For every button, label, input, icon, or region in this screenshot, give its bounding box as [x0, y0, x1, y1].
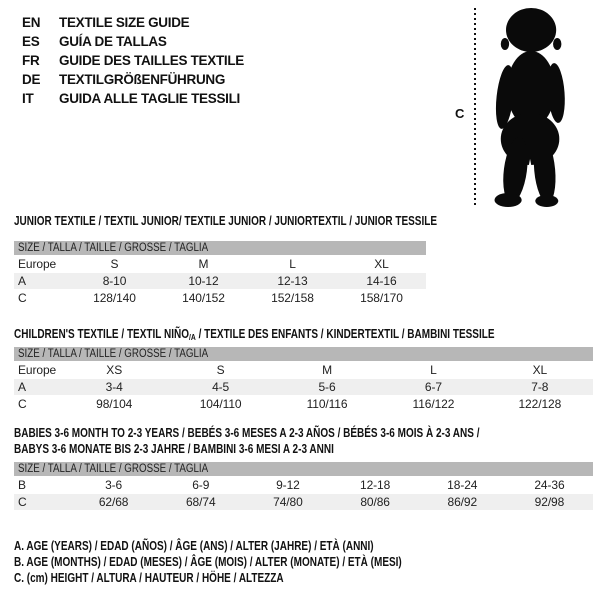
junior-table — [14, 241, 426, 307]
size-header-bar — [14, 241, 426, 255]
table-row-height — [14, 290, 426, 306]
legend-line-a: A. AGE (YEARS) / EDAD (AÑOS) / ÂGE (ANS) / ALTER (JAHRE) / ETÀ (ANNI) — [14, 539, 374, 553]
table-cell: XS — [106, 363, 123, 377]
language-code: DE — [22, 72, 41, 87]
row-label: A — [18, 380, 26, 394]
table-cell: 6-9 — [192, 478, 210, 492]
table-cell: 74/80 — [273, 495, 303, 509]
language-row — [22, 13, 244, 32]
table-cell: 152/158 — [271, 291, 314, 305]
table-row-europe — [14, 256, 426, 272]
table-cell: 140/152 — [182, 291, 225, 305]
language-code: EN — [22, 15, 41, 30]
language-block — [22, 13, 244, 108]
table-cell: 128/140 — [93, 291, 136, 305]
table-cell: 62/68 — [98, 495, 129, 509]
table-cell: XL — [532, 363, 548, 377]
junior-section-title: JUNIOR TEXTILE / TEXTIL JUNIOR/ TEXTILE JUNIOR / JUNIORTEXTIL / JUNIOR TESSILE — [14, 214, 438, 228]
table-cell: M — [198, 257, 209, 271]
table-cell: 3-4 — [105, 380, 123, 394]
legend — [14, 538, 402, 586]
row-label: C — [18, 291, 27, 305]
table-cell: L — [430, 363, 437, 377]
legend-line-b: B. AGE (MONTHS) / EDAD (MESES) / ÂGE (MOIS) / ALTER (MONATE) / ETÀ (MESI) — [14, 555, 402, 569]
babies-title-line: BABIES 3-6 MONTH TO 2-3 YEARS / BEBÉS 3-6 MESES A 2-3 AÑOS / BÉBÉS 3-6 MOIS À 2-3 ANS / — [14, 426, 480, 440]
row-label: Europe — [18, 257, 57, 271]
language-label: GUIDA ALLE TAGLIE TESSILI — [59, 91, 240, 106]
children-section-title — [14, 327, 495, 344]
table-cell: 3-6 — [105, 478, 123, 492]
size-header-label: SIZE / TALLA / TAILLE / GRÖSSE / TAGLIA — [18, 463, 209, 475]
table-row-months — [14, 477, 593, 493]
table-row-height — [14, 494, 593, 510]
row-label: Europe — [18, 363, 57, 377]
size-header-label: SIZE / TALLA / TAILLE / GRÖSSE / TAGLIA — [18, 348, 209, 360]
table-cell: 80/86 — [360, 495, 390, 509]
row-label: C — [18, 495, 27, 509]
babies-table — [14, 462, 593, 511]
language-code: FR — [22, 53, 40, 68]
table-row-age — [14, 379, 593, 395]
height-measure-line — [474, 8, 476, 208]
table-cell: 6-7 — [424, 380, 442, 394]
children-title-text: CHILDREN'S TEXTILE / TEXTIL NIÑO — [14, 327, 189, 341]
table-cell: 104/110 — [199, 397, 242, 411]
table-cell: S — [110, 257, 119, 271]
row-label: B — [18, 478, 26, 492]
language-code: IT — [22, 91, 34, 106]
size-header-bar — [14, 347, 593, 361]
language-label: TEXTILE SIZE GUIDE — [59, 15, 190, 30]
table-cell: 24-36 — [534, 478, 565, 492]
table-cell: 7-8 — [531, 380, 549, 394]
language-label: GUÍA DE TALLAS — [59, 34, 167, 49]
table-cell: 158/170 — [360, 291, 403, 305]
table-cell: 110/116 — [306, 397, 348, 411]
table-cell: 86/92 — [447, 495, 478, 509]
table-row-europe — [14, 362, 593, 378]
table-cell: XL — [374, 257, 389, 271]
table-cell: S — [216, 363, 225, 377]
children-title-subscript: /A — [188, 332, 196, 342]
language-row — [22, 70, 244, 89]
children-title-text: / TEXTILE DES ENFANTS / KINDERTEXTIL / BAMBINI TESSILE — [195, 327, 495, 341]
table-cell: 18-24 — [447, 478, 478, 492]
language-row — [22, 51, 244, 70]
legend-line-c: C. (cm) HEIGHT / ALTURA / HAUTEUR / HÖHE / ALTEZZA — [14, 571, 284, 585]
table-cell: 92/98 — [534, 495, 565, 509]
table-cell: 14-16 — [366, 274, 397, 288]
children-table — [14, 347, 593, 413]
language-row — [22, 32, 244, 51]
baby-figure — [450, 4, 580, 210]
babies-section-title — [14, 426, 479, 457]
language-label: GUIDE DES TAILLES TEXTILE — [59, 53, 245, 68]
table-cell: 10-12 — [188, 274, 219, 288]
row-label: C — [18, 397, 27, 411]
table-row-age — [14, 273, 426, 289]
size-header-label: SIZE / TALLA / TAILLE / GRÖSSE / TAGLIA — [18, 242, 209, 254]
height-measure-label: C — [455, 106, 465, 121]
table-cell: 9-12 — [276, 478, 300, 492]
language-label: TEXTILGRÖßENFÜHRUNG — [59, 72, 226, 87]
baby-silhouette-icon — [483, 7, 575, 207]
table-cell: 4-5 — [212, 380, 230, 394]
table-cell: 12-13 — [277, 274, 308, 288]
row-label: A — [18, 274, 26, 288]
table-cell: 122/128 — [518, 397, 562, 411]
table-cell: L — [289, 257, 296, 271]
table-cell: 5-6 — [318, 380, 336, 394]
table-cell: 116/122 — [412, 397, 455, 411]
table-row-height — [14, 396, 593, 412]
size-header-bar — [14, 462, 593, 476]
table-cell: 8-10 — [102, 274, 127, 288]
table-cell: 98/104 — [96, 397, 133, 411]
language-row — [22, 89, 244, 108]
table-cell: M — [322, 363, 332, 377]
babies-title-line: BABYS 3-6 MONATE BIS 2-3 JAHRE / BAMBINI 3-6 MESI A 2-3 ANNI — [14, 441, 334, 456]
language-code: ES — [22, 34, 40, 49]
table-cell: 12-18 — [360, 478, 391, 492]
table-cell: 68/74 — [185, 495, 216, 509]
